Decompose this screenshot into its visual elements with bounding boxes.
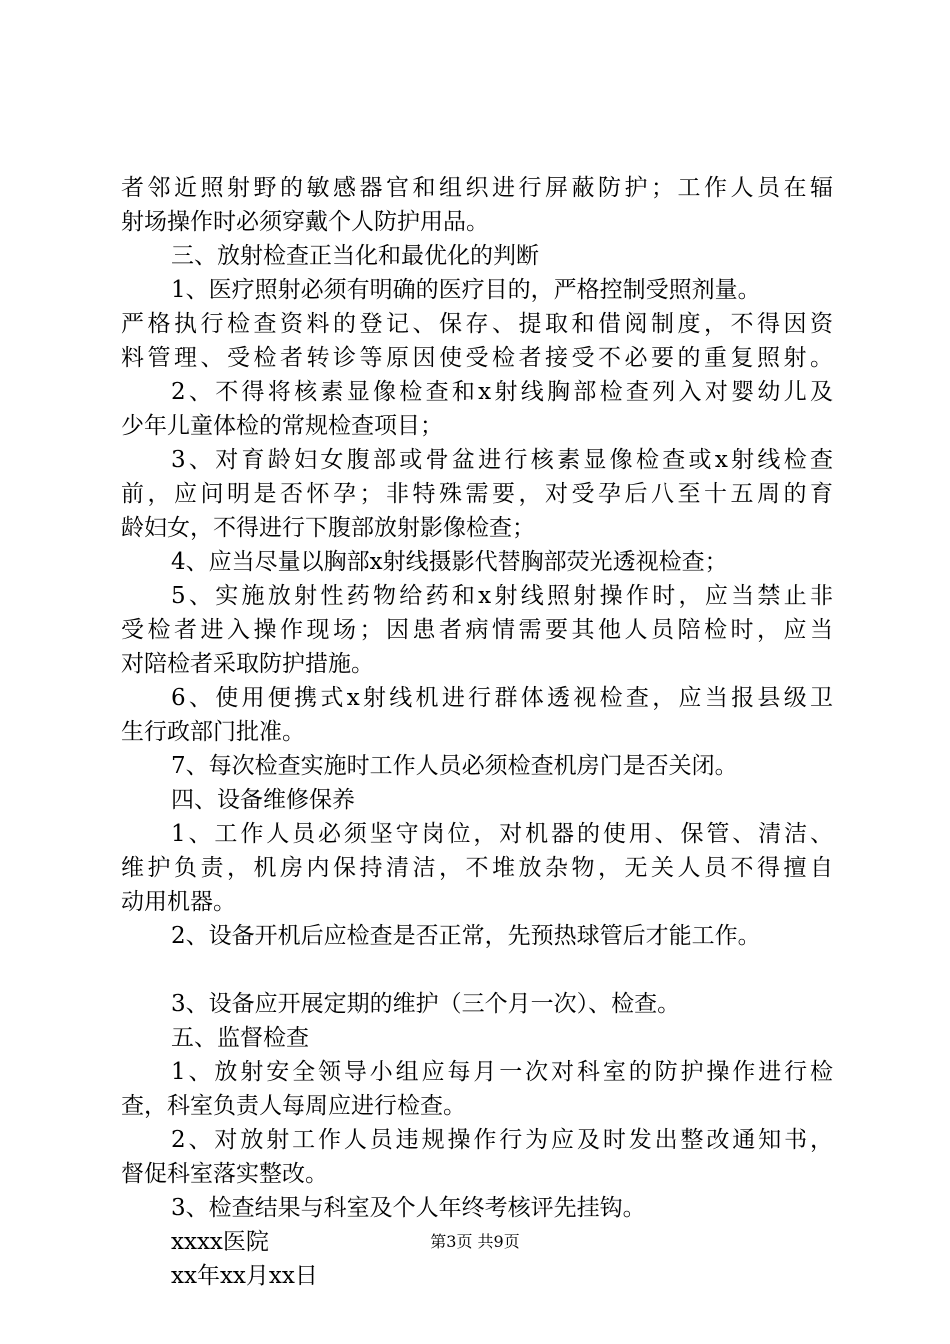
text-line: 7、每次检查实施时工作人员必须检查机房门是否关闭。	[171, 753, 738, 779]
text-line: 4、应当尽量以胸部x射线摄影代替胸部荧光透视检查；	[171, 549, 728, 575]
signature-date: xx年xx月xx日	[171, 1263, 318, 1289]
text-line: 1、工作人员必须坚守岗位，对机器的使用、保管、清洁、	[171, 821, 833, 847]
signature-organization: xxxx医院	[171, 1229, 269, 1255]
text-line: 2、对放射工作人员违规操作行为应及时发出整改通知书，	[171, 1127, 833, 1153]
text-line: 龄妇女，不得进行下腹部放射影像检查；	[121, 515, 535, 541]
text-line: 2、设备开机后应检查是否正常，先预热球管后才能工作。	[171, 923, 761, 949]
blank-line	[121, 953, 833, 987]
text-line: 动用机器。	[121, 889, 236, 915]
page-footer	[0, 1232, 950, 1252]
text-line: 督促科室落实整改。	[121, 1161, 328, 1187]
text-line: 生行政部门批准。	[121, 719, 305, 745]
text-line: 查，科室负责人每周应进行检查。	[121, 1093, 466, 1119]
document-body	[121, 171, 833, 1293]
text-line: 3、检查结果与科室及个人年终考核评先挂钩。	[171, 1195, 646, 1221]
section-heading: 四、设备维修保养	[171, 787, 355, 813]
text-line: 6、使用便携式x射线机进行群体透视检查，应当报县级卫	[171, 685, 833, 711]
text-line: 2、不得将核素显像检查和x射线胸部检查列入对婴幼儿及	[171, 379, 833, 405]
section-heading: 五、监督检查	[171, 1025, 309, 1051]
text-line: 前，应问明是否怀孕；非特殊需要，对受孕后八至十五周的育	[121, 481, 833, 507]
text-line: 严格执行检查资料的登记、保存、提取和借阅制度，不得因资	[121, 311, 833, 337]
text-line: 3、对育龄妇女腹部或骨盆进行核素显像检查或x射线检查	[171, 447, 833, 473]
text-line: 5、实施放射性药物给药和x射线照射操作时，应当禁止非	[171, 583, 833, 609]
text-line: 1、医疗照射必须有明确的医疗目的，严格控制受照剂量。	[171, 277, 761, 303]
text-line: 料管理、受检者转诊等原因使受检者接受不必要的重复照射。	[121, 345, 833, 371]
section-heading: 三、放射检查正当化和最优化的判断	[171, 243, 539, 269]
text-line: 者邻近照射野的敏感器官和组织进行屏蔽防护；工作人员在辐	[121, 175, 833, 201]
text-line: 维护负责，机房内保持清洁，不堆放杂物，无关人员不得擅自	[121, 855, 833, 881]
text-line: 1、放射安全领导小组应每月一次对科室的防护操作进行检	[171, 1059, 833, 1085]
text-line: 射场操作时必须穿戴个人防护用品。	[121, 209, 489, 235]
text-line: 少年儿童体检的常规检查项目；	[121, 413, 443, 439]
text-line: 受检者进入操作现场；因患者病情需要其他人员陪检时，应当	[121, 617, 833, 643]
text-line: 对陪检者采取防护措施。	[121, 651, 374, 677]
text-line: 3、设备应开展定期的维护（三个月一次）、检查。	[171, 991, 681, 1017]
page-number: 第3页 共9页	[430, 1232, 520, 1251]
